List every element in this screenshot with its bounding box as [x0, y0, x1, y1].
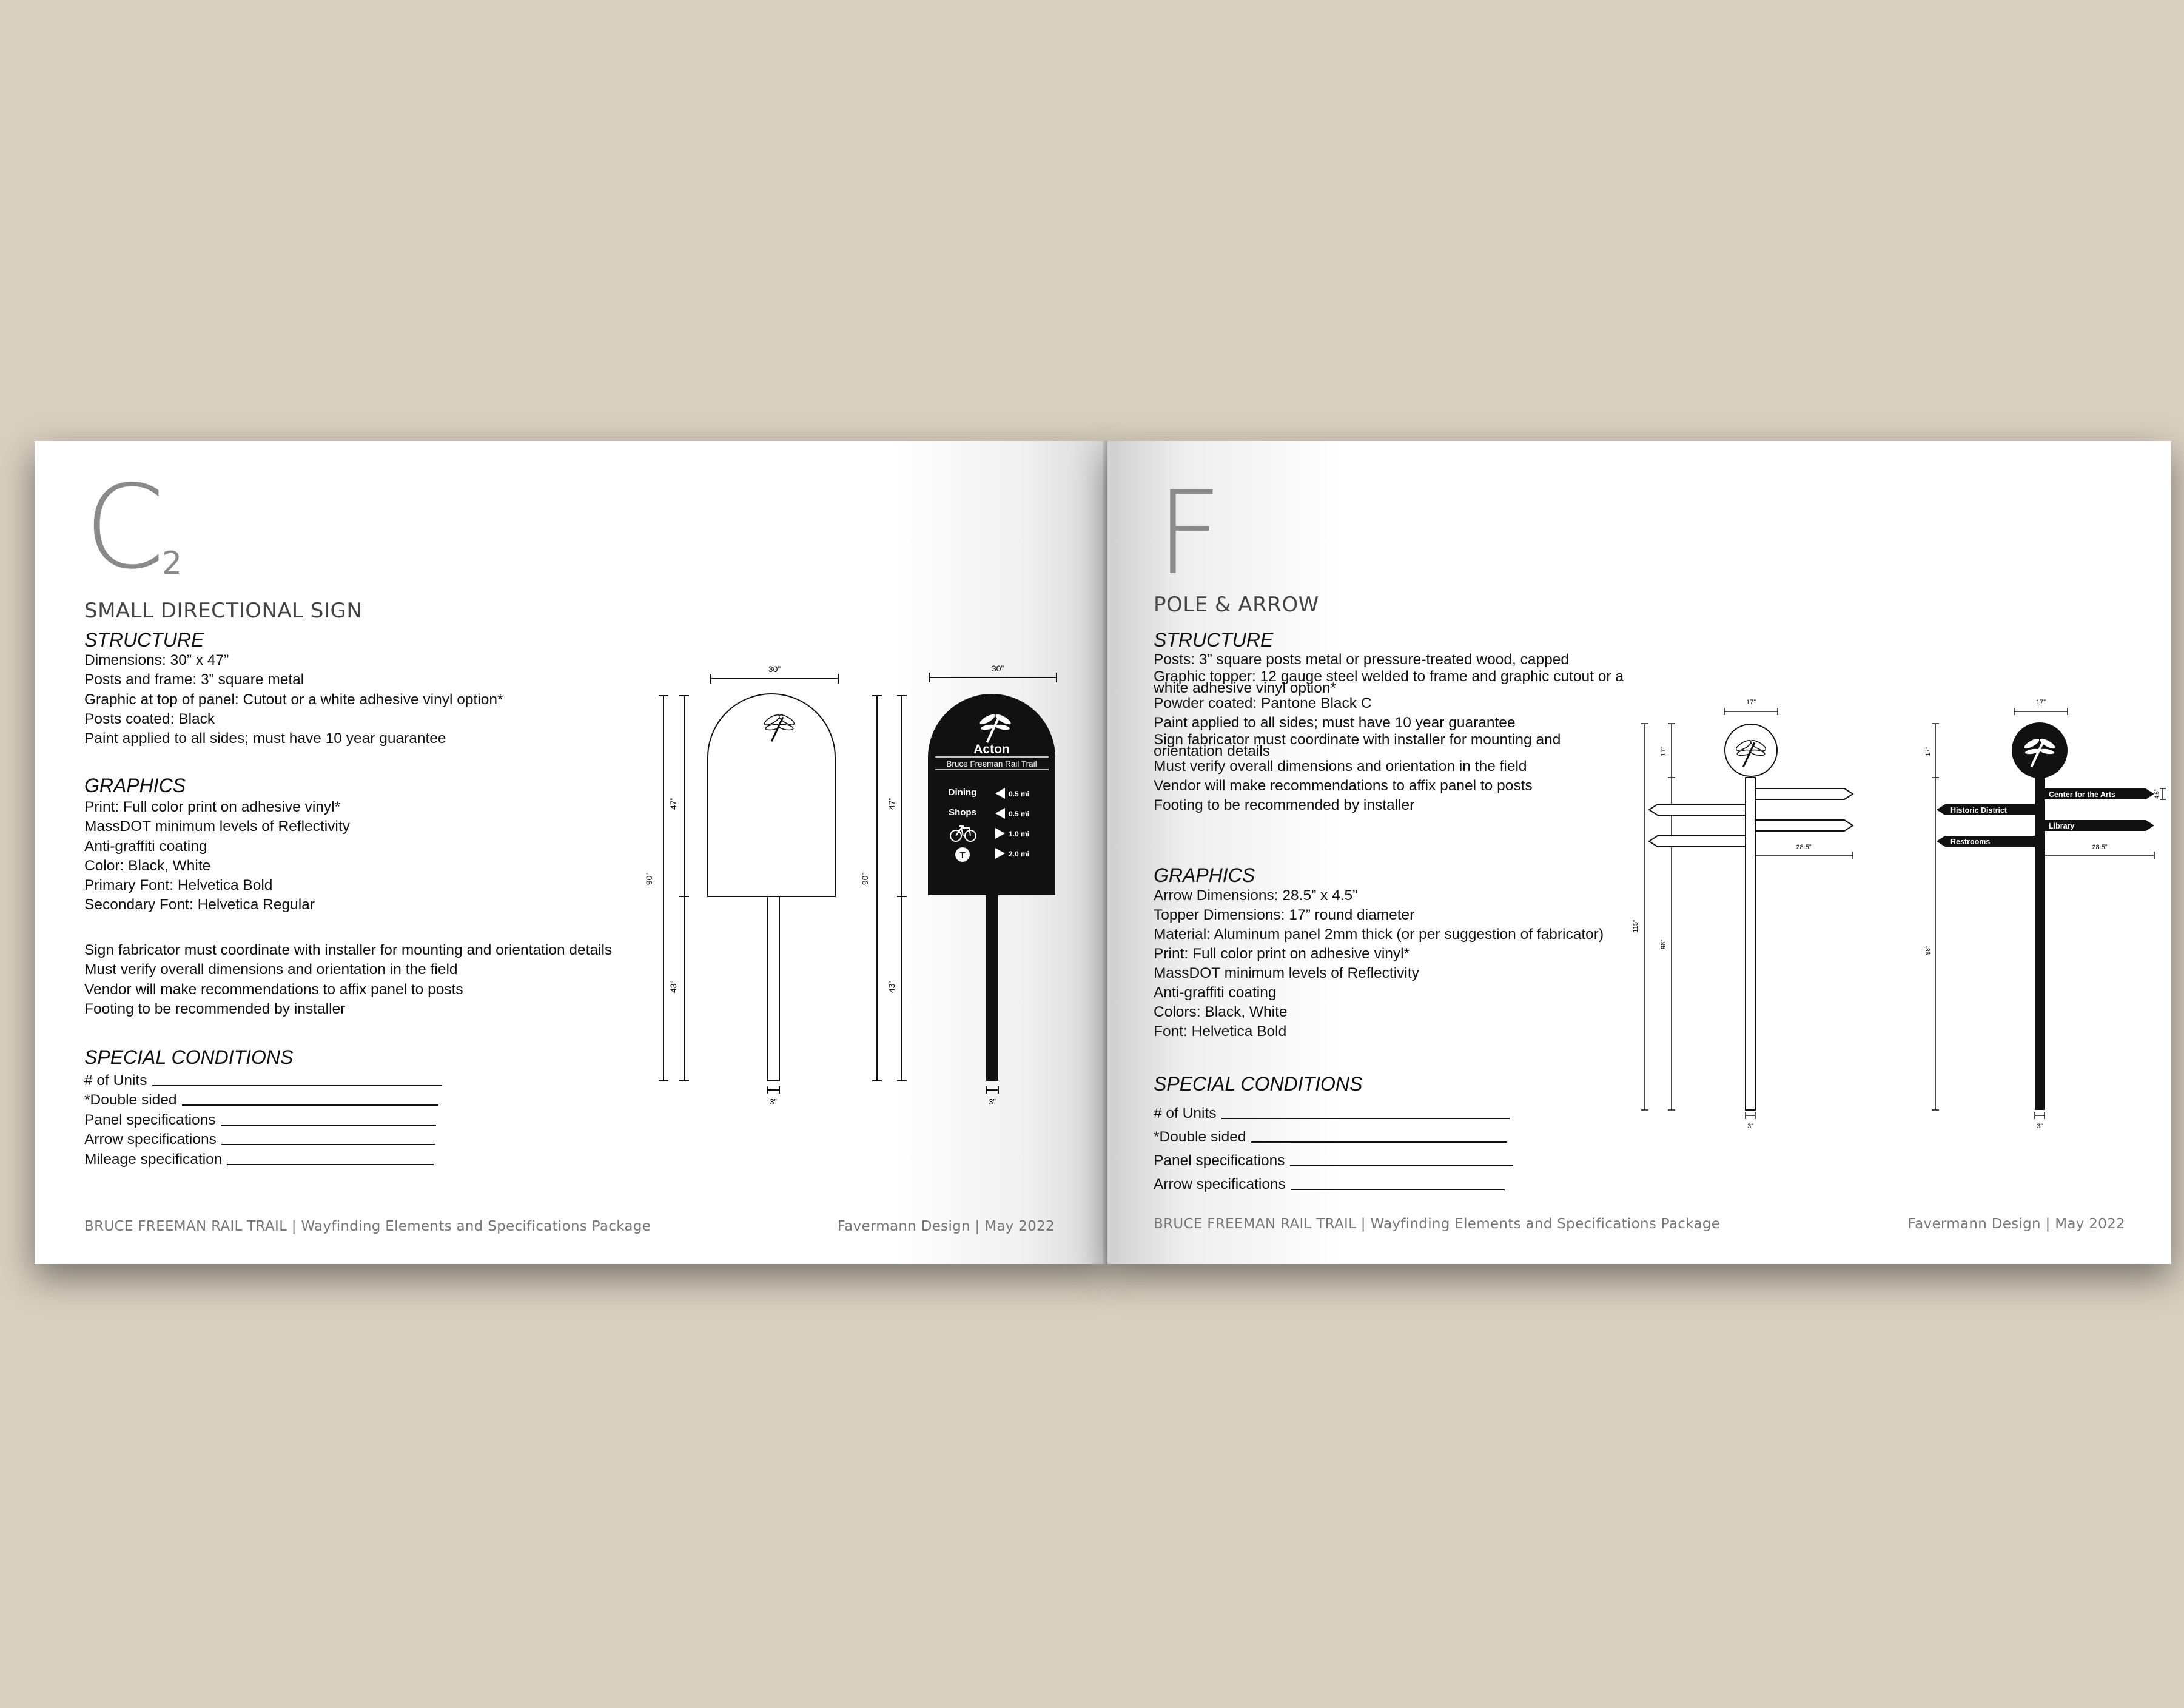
black-pole: [2035, 778, 2045, 1110]
graphics-line: Arrow Dimensions: 28.5” x 4.5”: [1154, 887, 1358, 904]
outline-sign-panel: [708, 694, 835, 896]
black-post-width-dimension: [986, 1086, 998, 1094]
outline-arrow-width-dimension: [1755, 852, 1853, 859]
sign-title: Acton: [973, 742, 1010, 756]
black-arrow-height-label: 4.5”: [2154, 789, 2160, 799]
footer-right: Favermann Design | May 2022: [1907, 1216, 2125, 1232]
outline-height-dimensions: [659, 696, 689, 1081]
black-topper-width-dimension: [2014, 708, 2068, 715]
black-sign-total-height-label: 90”: [860, 872, 870, 886]
structure-line: Posts coated: Black: [84, 710, 215, 727]
outline-arrow-right: [1755, 788, 1853, 799]
condition-label: Panel specifications: [84, 1111, 216, 1128]
graphics-line: Anti-graffiti coating: [84, 838, 207, 855]
footer-right: Favermann Design | May 2022: [837, 1219, 1055, 1234]
sign-row-label: Dining: [948, 787, 977, 798]
graphics-line: Topper Dimensions: 17” round diameter: [1154, 907, 1415, 923]
graphics-line: Anti-graffiti coating: [1154, 984, 1277, 1001]
graphics-line: Secondary Font: Helvetica Regular: [84, 896, 315, 913]
structure-line: Graphic topper: 12 gauge steel welded to frame and graphic cutout or a white adhesive vinyl option*: [1154, 668, 1624, 696]
black-post-width-label: 3”: [2037, 1123, 2043, 1130]
section-letter: C: [84, 460, 165, 594]
transit-t-label: T: [959, 850, 966, 861]
black-sign-height-dimensions: [872, 696, 907, 1081]
black-post-width-label: 3”: [989, 1097, 996, 1106]
condition-label: # of Units: [84, 1072, 147, 1089]
left-page: [35, 441, 1107, 1264]
condition-label: *Double sided: [1154, 1129, 1246, 1145]
outline-width-dimension: [711, 674, 838, 684]
structure-line: Posts and frame: 3” square metal: [84, 671, 304, 688]
outline-topper-width-dimension: [1724, 708, 1778, 715]
special-conditions-heading: SPECIAL CONDITIONS: [84, 1046, 294, 1068]
sign-row-label: Shops: [949, 807, 976, 818]
graphics-heading: GRAPHICS: [84, 775, 186, 796]
page-title: SMALL DIRECTIONAL SIGN: [84, 599, 363, 623]
structure-heading: STRUCTURE: [1154, 629, 1274, 651]
black-sign-post-height-label: 43”: [887, 980, 896, 994]
black-sign-panel-height-label: 47”: [887, 797, 896, 810]
structure-line: Paint applied to all sides; must have 10 year guarantee: [1154, 714, 1516, 731]
special-conditions-heading: SPECIAL CONDITIONS: [1154, 1073, 1363, 1095]
section-letter: F: [1156, 466, 1223, 600]
arrow-label: Library: [2049, 822, 2075, 830]
structure-line: Posts: 3” square posts metal or pressure-treated wood, capped: [1154, 651, 1569, 668]
structure-line: Graphic at top of panel: Cutout or a white adhesive vinyl option*: [84, 691, 503, 708]
condition-label: *Double sided: [84, 1092, 177, 1108]
black-arrow-height-dimension: [2160, 788, 2166, 799]
black-sign-post: [986, 895, 998, 1081]
footer-left: BRUCE FREEMAN RAIL TRAIL | Wayfinding Elements and Specifications Package: [1154, 1216, 1721, 1232]
outline-width-label: 30”: [768, 664, 781, 674]
outline-post-width-label: 3”: [1747, 1123, 1753, 1130]
graphics-line: Primary Font: Helvetica Bold: [84, 877, 273, 894]
graphics-line: MassDOT minimum levels of Reflectivity: [84, 818, 350, 835]
condition-label: Panel specifications: [1154, 1152, 1285, 1169]
black-topper-height-label: 17”: [1925, 747, 1932, 756]
outline-pole: [1746, 778, 1755, 1110]
note-line: Footing to be recommended by installer: [84, 1000, 346, 1017]
graphics-line: MassDOT minimum levels of Reflectivity: [1154, 965, 1419, 981]
outline-arrow-left: [1649, 836, 1746, 847]
structure-line: Paint applied to all sides; must have 10 year guarantee: [84, 730, 446, 747]
section-subscript: 2: [162, 545, 183, 582]
graphics-line: Material: Aluminum panel 2mm thick (or per suggestion of fabricator): [1154, 926, 1604, 943]
structure-line: Must verify overall dimensions and orientation in the field: [1154, 758, 1527, 775]
outline-sign-post: [767, 896, 779, 1081]
black-sign-width-dimension: [929, 673, 1057, 682]
outline-panel-height-label: 47”: [668, 797, 678, 810]
outline-arrow-right: [1755, 820, 1853, 831]
sign-row-distance: 1.0 mi: [1009, 830, 1030, 838]
structure-line: Footing to be recommended by installer: [1154, 797, 1415, 813]
outline-arrow-width-label: 28.5”: [1796, 844, 1812, 851]
arrow-label: Center for the Arts: [2049, 790, 2115, 799]
graphics-line: Font: Helvetica Bold: [1154, 1023, 1287, 1040]
condition-label: # of Units: [1154, 1105, 1217, 1121]
outline-post-width-label: 3”: [770, 1097, 777, 1106]
outline-post-height-label: 98”: [1660, 940, 1667, 949]
structure-line: Sign fabricator must coordinate with installer for mounting and orientation details: [1154, 731, 1561, 759]
outline-topper-height-label: 17”: [1660, 747, 1667, 756]
condition-label: Mileage specification: [84, 1151, 223, 1168]
condition-label: Arrow specifications: [1154, 1176, 1286, 1192]
pole-arrow-drawing: [1107, 441, 2171, 1264]
outline-height-dimensions: [1641, 724, 1675, 1110]
outline-post-width-dimension: [1746, 1112, 1755, 1119]
sign-row-distance: 0.5 mi: [1009, 790, 1030, 798]
arrow-label: Restrooms: [1950, 838, 1991, 846]
graphics-heading: GRAPHICS: [1154, 864, 1255, 886]
page-title: POLE & ARROW: [1154, 593, 1319, 617]
sign-row-distance: 0.5 mi: [1009, 810, 1030, 818]
black-post-height-label: 98”: [1925, 946, 1932, 955]
outline-total-height-label: 90”: [644, 872, 654, 886]
black-sign-width-label: 30”: [991, 664, 1004, 673]
black-post-width-dimension: [2035, 1112, 2045, 1119]
outline-post-height-label: 43”: [668, 980, 678, 994]
graphics-line: Colors: Black, White: [1154, 1004, 1288, 1020]
black-topper-width-label: 17”: [2036, 699, 2046, 706]
outline-total-height-label: 115”: [1632, 920, 1639, 933]
graphics-line: Print: Full color print on adhesive vinyl*: [1154, 946, 1410, 962]
sign-subtitle: Bruce Freeman Rail Trail: [946, 759, 1037, 768]
outline-topper-width-label: 17”: [1746, 699, 1756, 706]
small-sign-drawing: [35, 441, 1107, 1264]
graphics-line: Print: Full color print on adhesive vinyl*: [84, 799, 341, 815]
note-line: Vendor will make recommendations to affix panel to posts: [84, 981, 463, 998]
footer-left: BRUCE FREEMAN RAIL TRAIL | Wayfinding Elements and Specifications Package: [84, 1219, 651, 1234]
arrow-label: Historic District: [1950, 806, 2008, 815]
structure-line: Vendor will make recommendations to affix panel to posts: [1154, 778, 1533, 794]
black-arrow-width-dimension: [2045, 852, 2154, 859]
note-line: Sign fabricator must coordinate with installer for mounting and orientation details: [84, 942, 613, 958]
note-line: Must verify overall dimensions and orientation in the field: [84, 961, 458, 978]
condition-label: Arrow specifications: [84, 1131, 217, 1148]
outline-post-width-dimension: [767, 1086, 779, 1094]
structure-line: Dimensions: 30” x 47”: [84, 652, 229, 668]
black-arrow-width-label: 28.5”: [2092, 844, 2108, 851]
right-page: [1107, 441, 2171, 1264]
structure-line: Powder coated: Pantone Black C: [1154, 695, 1372, 711]
sign-row-distance: 2.0 mi: [1009, 850, 1030, 858]
outline-arrow-left: [1649, 804, 1746, 815]
graphics-line: Color: Black, White: [84, 857, 211, 874]
black-height-dimensions: [1932, 724, 1939, 1110]
structure-heading: STRUCTURE: [84, 629, 204, 651]
